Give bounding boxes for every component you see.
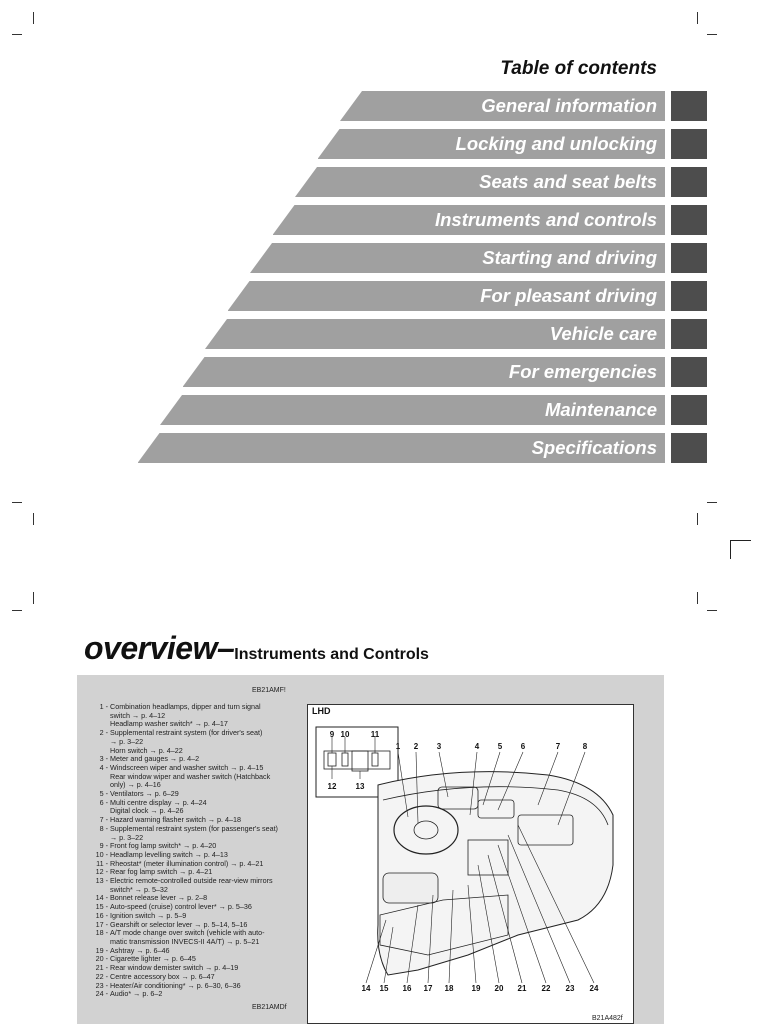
toc-label: Locking and unlocking [455, 133, 657, 154]
legend-line: switch → p. 4–12 [110, 710, 166, 720]
legend-number: 18 - [95, 928, 108, 938]
callout-number: 14 [361, 984, 371, 993]
callout-number: 18 [444, 984, 454, 993]
callout-number: 17 [423, 984, 433, 993]
toc-label: Instruments and controls [434, 209, 657, 230]
legend-line: Ashtray → p. 6–46 [110, 945, 170, 955]
legend-line: Cigarette lighter → p. 6–45 [110, 954, 196, 964]
legend-list [88, 703, 303, 999]
legend-number: 23 - [95, 980, 108, 990]
legend-line: Headlamp levelling switch → p. 4–13 [110, 849, 228, 859]
toc-item-for-emergencies[interactable] [183, 357, 666, 387]
legend-text [110, 703, 303, 729]
thumb-tab[interactable] [671, 243, 707, 273]
legend-item [88, 877, 303, 894]
legend-line: matic transmission INVECS-II 4A/T) → p. 5–21 [110, 936, 260, 946]
thumb-tab[interactable] [671, 129, 707, 159]
thumb-tab[interactable] [671, 319, 707, 349]
overview-title [84, 630, 429, 667]
legend-number: 2 - [99, 728, 108, 738]
toc-item-maintenance[interactable] [160, 395, 665, 425]
legend-number: 13 - [95, 876, 108, 886]
callout-number: 15 [379, 984, 389, 993]
callout-number: 4 [474, 742, 480, 751]
callout-number: 23 [565, 984, 575, 993]
legend-line: Supplemental restraint system (for driver's seat) [110, 728, 263, 738]
toc-item-seats-and-seat-belts[interactable] [295, 167, 665, 197]
legend-number: 14 - [95, 893, 108, 903]
legend-text [110, 764, 303, 790]
legend-line: Rear window demister switch → p. 4–19 [110, 963, 239, 973]
legend-text [110, 929, 303, 946]
legend-line: Front fog lamp switch* → p. 4–20 [110, 841, 217, 851]
legend-number: 20 - [95, 954, 108, 964]
thumb-tab[interactable] [671, 91, 707, 121]
callout-number: 21 [517, 984, 527, 993]
legend-line: Rear window wiper and washer switch (Hatchback [110, 771, 271, 781]
legend-item [88, 799, 303, 816]
section-code: EB21AMF! [252, 687, 286, 694]
legend-number: 4 - [99, 762, 108, 772]
toc-item-instruments-and-controls[interactable] [273, 205, 666, 235]
toc-label: General information [481, 95, 657, 116]
legend-item [88, 929, 303, 946]
legend-number: 22 - [95, 971, 108, 981]
legend-text [110, 990, 303, 999]
legend-text [110, 729, 303, 755]
legend-number: 24 - [95, 989, 108, 999]
legend-number: 7 - [99, 815, 108, 825]
legend-line: Electric remote-controlled outside rear-view mirrors [110, 876, 273, 886]
inset-number: 11 [370, 730, 380, 739]
callout-number: 1 [395, 742, 401, 751]
legend-text [110, 799, 303, 816]
callout-number: 16 [402, 984, 412, 993]
thumb-tab[interactable] [671, 357, 707, 387]
toc-label: Maintenance [544, 399, 657, 420]
legend-line: Digital clock → p. 4–26 [110, 806, 184, 816]
legend-line: Heater/Air conditioning* → p. 6–30, 6–36 [110, 980, 241, 990]
legend-number: 6 - [99, 797, 108, 807]
diagram-label: LHD [312, 706, 331, 716]
corner-mark [730, 540, 751, 559]
crop-mark [707, 610, 717, 611]
overview-title-sub: Instruments and Controls [234, 646, 429, 663]
legend-number: 3 - [99, 754, 108, 764]
dashboard-illustration [308, 705, 633, 1023]
legend-line: only) → p. 4–16 [110, 780, 161, 790]
legend-line: Hazard warning flasher switch → p. 4–18 [110, 815, 242, 825]
callout-number: 3 [436, 742, 442, 751]
crop-mark [12, 610, 22, 611]
legend-number: 11 - [96, 858, 108, 868]
legend-number: 17 - [95, 919, 108, 929]
legend-line: Auto-speed (cruise) control lever* → p. 5–36 [110, 902, 252, 912]
legend-line: Bonnet release lever → p. 2–8 [110, 893, 208, 903]
legend-line: Audio* → p. 6–2 [110, 989, 163, 999]
callout-number: 5 [497, 742, 503, 751]
thumb-tab[interactable] [671, 433, 707, 463]
legend-number: 10 - [95, 849, 108, 859]
callout-number: 8 [582, 742, 588, 751]
legend-line: A/T mode change over switch (vehicle with auto- [110, 928, 265, 938]
legend-item [88, 729, 303, 755]
crop-mark [697, 592, 698, 604]
toc-title: Table of contents [500, 58, 657, 79]
legend-item [88, 990, 303, 999]
legend-line: Supplemental restraint system (for passenger's seat) [110, 823, 278, 833]
toc-item-specifications[interactable] [138, 433, 666, 463]
thumb-tab[interactable] [671, 281, 707, 311]
legend-item [88, 703, 303, 729]
toc-item-vehicle-care[interactable] [205, 319, 665, 349]
callout-number: 2 [413, 742, 419, 751]
legend-number: 19 - [95, 945, 108, 955]
toc-label: For pleasant driving [480, 285, 657, 306]
thumb-tab[interactable] [671, 167, 707, 197]
crop-mark [33, 513, 34, 525]
callout-number: 7 [555, 742, 561, 751]
thumb-tab[interactable] [671, 205, 707, 235]
legend-line: Headlamp washer switch* → p. 4–17 [110, 719, 228, 729]
legend-line: Gearshift or selector lever → p. 5–14, 5–16 [110, 919, 248, 929]
legend-item [88, 825, 303, 842]
crop-mark [707, 34, 717, 35]
legend-line: Rear fog lamp switch → p. 4–21 [110, 867, 213, 877]
legend-item [88, 764, 303, 790]
crop-mark [697, 12, 698, 24]
legend-number: 12 - [95, 867, 108, 877]
crop-mark [697, 513, 698, 525]
crop-mark [12, 34, 22, 35]
legend-line: Horn switch → p. 4–22 [110, 745, 183, 755]
toc-item-starting-and-driving[interactable] [250, 243, 665, 273]
legend-number: 15 - [95, 902, 108, 912]
callout-number: 6 [520, 742, 526, 751]
toc-item-general-information[interactable] [340, 91, 665, 121]
legend-number: 5 - [99, 789, 108, 799]
callout-number: 20 [494, 984, 504, 993]
legend-line: Ignition switch → p. 5–9 [110, 910, 187, 920]
crop-mark [33, 12, 34, 24]
toc-label: For emergencies [508, 361, 657, 382]
overview-title-main: overview– [84, 630, 235, 666]
crop-mark [707, 502, 717, 503]
legend-line: → p. 3–22 [110, 736, 144, 746]
legend-number: 16 - [95, 910, 108, 920]
legend-line: Multi centre display → p. 4–24 [110, 797, 207, 807]
callout-number: 22 [541, 984, 551, 993]
legend-text [110, 825, 303, 842]
inset-number: 10 [340, 730, 350, 739]
callout-number: 19 [471, 984, 481, 993]
crop-mark [33, 592, 34, 604]
legend-line: Centre accessory box → p. 6–47 [110, 971, 215, 981]
legend-text [110, 877, 303, 894]
dashboard-diagram [307, 704, 634, 1024]
thumb-tab[interactable] [671, 395, 707, 425]
legend-number: 21 - [95, 963, 108, 973]
legend-number: 9 - [99, 841, 108, 851]
legend-line: → p. 3–22 [110, 832, 144, 842]
toc-item-for-pleasant-driving[interactable] [228, 281, 666, 311]
gear-lever-box [383, 873, 438, 903]
toc-label: Starting and driving [482, 247, 657, 268]
inset-number: 13 [355, 782, 365, 791]
section-code: EB21AMDf [252, 1004, 287, 1011]
inset-number: 9 [329, 730, 335, 739]
legend-line: Ventilators → p. 6–29 [110, 789, 179, 799]
crop-mark [12, 502, 22, 503]
figure-code: B21A482f [592, 1015, 623, 1022]
toc-label: Seats and seat belts [479, 171, 657, 192]
toc-label: Specifications [531, 437, 657, 458]
legend-line: Rheostat* (meter illumination control) → p. 4–21 [110, 858, 264, 868]
toc-label: Vehicle care [549, 323, 657, 344]
inset-number: 12 [327, 782, 337, 791]
legend-line: switch* → p. 5–32 [110, 884, 168, 894]
legend-number: 8 - [99, 823, 108, 833]
legend-line: Meter and gauges → p. 4–2 [110, 754, 200, 764]
legend-number: 1 - [99, 702, 108, 711]
toc-item-locking-and-unlocking[interactable] [318, 129, 666, 159]
legend-line: Windscreen wiper and washer switch → p. 4–15 [110, 762, 264, 772]
callout-number: 24 [589, 984, 599, 993]
legend-line: Combination headlamps, dipper and turn signal [110, 702, 261, 711]
